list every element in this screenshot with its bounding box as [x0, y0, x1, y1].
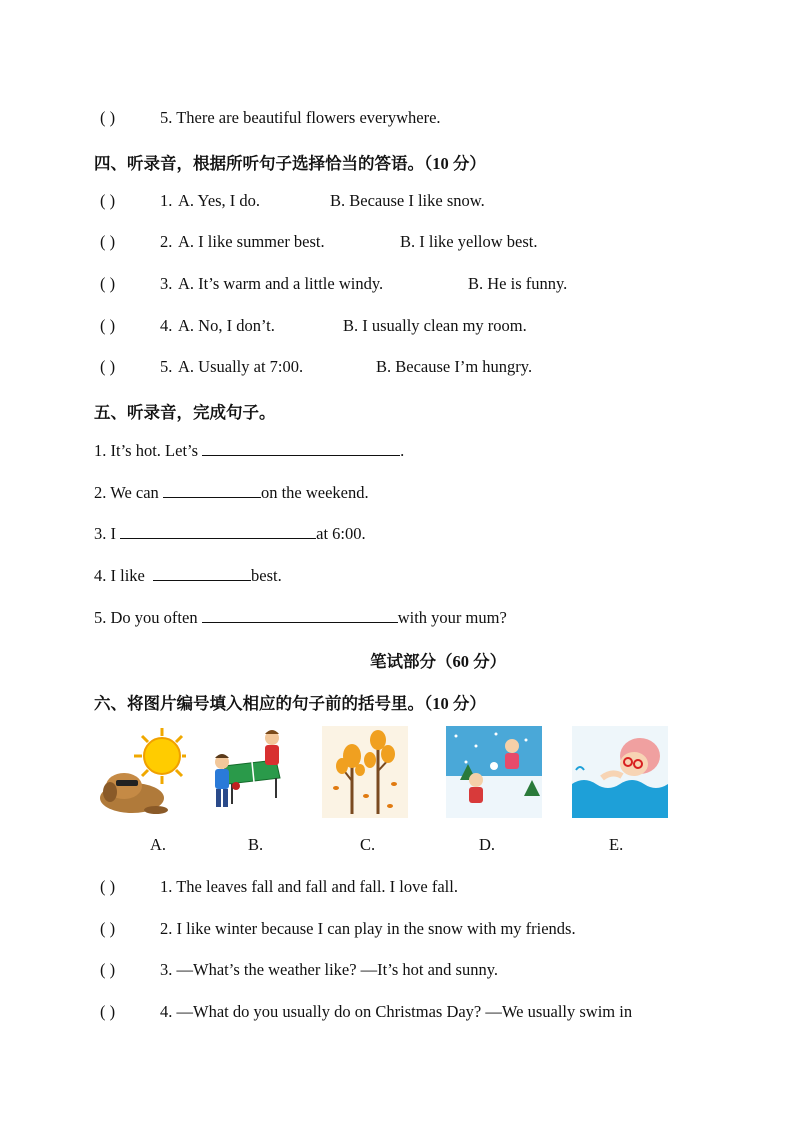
question-text: 2. I like winter because I can play in the snow with my friends. — [160, 919, 576, 938]
dog-in-sun-picture — [94, 726, 186, 818]
answer-paren[interactable]: ( ) — [100, 919, 116, 938]
item-number: 1. — [160, 191, 173, 210]
option-b: B. I usually clean my room. — [343, 316, 527, 335]
autumn-trees-picture — [322, 726, 408, 818]
answer-paren[interactable]: ( ) — [100, 357, 116, 376]
sentence-start: 2. We can — [94, 483, 159, 502]
sentence-start: 3. I — [94, 524, 116, 543]
option-a: A. It’s warm and a little windy. — [178, 274, 384, 293]
snow-play-picture — [446, 726, 542, 818]
section-6-heading: 六、将图片编号填入相应的句子前的括号里。（10 分） — [94, 694, 486, 713]
answer-paren[interactable]: ( ) — [100, 1002, 116, 1021]
section-4-heading: 四、听录音，根据所听句子选择恰当的答语。（10 分） — [94, 154, 486, 173]
item-number: 5. — [160, 357, 173, 376]
swimming-picture — [572, 726, 668, 818]
answer-blank[interactable] — [202, 440, 400, 456]
picture-label-c: C. — [360, 835, 376, 854]
picture-label-a: A. — [150, 835, 167, 854]
section-5-heading: 五、听录音，完成句子。 — [94, 403, 276, 422]
question-text: 5. There are beautiful flowers everywhere. — [160, 108, 441, 127]
picture-label-b: B. — [248, 835, 264, 854]
option-b: B. Because I like snow. — [330, 191, 485, 210]
question-text: 1. The leaves fall and fall and fall. I love fall. — [160, 877, 458, 896]
answer-paren[interactable]: ( ) — [100, 877, 116, 896]
answer-blank[interactable] — [202, 607, 398, 623]
sentence-end: . — [400, 441, 405, 460]
answer-paren[interactable]: ( ) — [100, 232, 116, 251]
option-a: A. Yes, I do. — [178, 191, 261, 210]
answer-blank[interactable] — [120, 523, 316, 539]
answer-paren[interactable]: ( ) — [100, 191, 116, 210]
sentence-start: 1. It’s hot. Let’s — [94, 441, 199, 460]
picture-label-d: D. — [479, 835, 496, 854]
answer-blank[interactable] — [163, 482, 261, 498]
option-a: A. Usually at 7:00. — [178, 357, 304, 376]
answer-paren[interactable]: ( ) — [100, 274, 116, 293]
item-number: 4. — [160, 316, 173, 335]
ping-pong-picture — [210, 726, 290, 818]
option-a: A. No, I don’t. — [178, 316, 275, 335]
answer-paren[interactable]: ( ) — [100, 108, 116, 127]
answer-paren[interactable]: ( ) — [100, 316, 116, 335]
picture-label-e: E. — [609, 835, 624, 854]
item-number: 2. — [160, 232, 173, 251]
option-b: B. He is funny. — [468, 274, 568, 293]
sentence-end: at 6:00. — [316, 524, 366, 543]
sentence-end: on the weekend. — [260, 483, 369, 502]
sentence-end: best. — [251, 566, 282, 585]
sentence-start: 4. I like — [94, 566, 145, 585]
item-number: 3. — [160, 274, 173, 293]
sentence-start: 5. Do you often — [94, 608, 198, 627]
option-b: B. Because I’m hungry. — [376, 357, 533, 376]
question-text: 4. —What do you usually do on Christmas Day? —We usually swim in — [160, 1002, 633, 1021]
answer-blank[interactable] — [153, 565, 251, 581]
answer-paren[interactable]: ( ) — [100, 960, 116, 979]
question-text: 3. —What’s the weather like? —It’s hot and sunny. — [160, 960, 499, 979]
option-b: B. I like yellow best. — [400, 232, 538, 251]
sentence-end: with your mum? — [397, 608, 507, 627]
written-part-title: 笔试部分（60 分） — [370, 652, 507, 671]
option-a: A. I like summer best. — [178, 232, 325, 251]
